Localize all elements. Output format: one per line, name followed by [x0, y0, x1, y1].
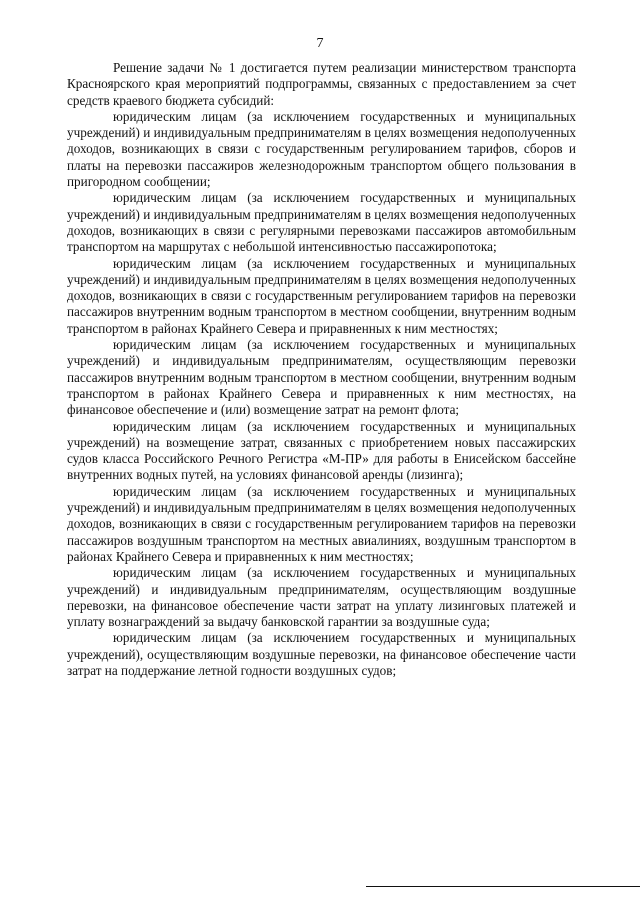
paragraph-subsidy-rail: юридическим лицам (за исключением государственных и муниципальных учреждений) и индивидуальным предпринимателям в целях возмещения недополученных доходов, возникающих в связи с государственным регулированием тарифов, сборов и платы на перевозки пассажиров железнодорожным транспортом общего пользования в пригородном сообщении; [67, 108, 576, 190]
bottom-rule [366, 886, 640, 887]
paragraph-subsidy-fleet-repair: юридическим лицам (за исключением государственных и муниципальных учреждений) и индивидуальным предпринимателям, осуществляющим перевозки пассажиров внутренним водным транспортом в местном сообщении, внутренним водным транспортом в районах Крайнего Севера и приравненных к ним местностях, на финансовое обеспечение и (или) возмещение затрат на ремонт флота; [67, 337, 576, 418]
paragraph-subsidy-airworthiness: юридическим лицам (за исключением государственных и муниципальных учреждений), осуществляющим воздушные перевозки, на финансовое обеспечение части затрат на поддержание летной годности воздушных судов; [67, 630, 576, 678]
paragraph-subsidy-water-tariffs: юридическим лицам (за исключением государственных и муниципальных учреждений) и индивидуальным предпринимателям в целях возмещения недополученных доходов, возникающих в связи с государственным регулированием тарифов на перевозки пассажиров внутренним водным транспортом в местном сообщении, внутренним водным транспортом в районах Крайнего Севера и приравненных к ним местностях; [67, 255, 576, 336]
paragraph-subsidy-air-leasing: юридическим лицам (за исключением государственных и муниципальных учреждений) и индивидуальным предпринимателям, осуществляющим воздушные перевозки, на финансовое обеспечение части затрат на уплату лизинговых платежей и уплату вознаграждений за выдачу банковской гарантии за воздушные суда; [67, 565, 576, 630]
paragraph-intro: Решение задачи № 1 достигается путем реализации министерством транспорта Красноярского края мероприятий подпрограммы, связанных с предоставлением за счет средств краевого бюджета субсидий: [67, 60, 576, 108]
paragraph-subsidy-air-tariffs: юридическим лицам (за исключением государственных и муниципальных учреждений) и индивидуальным предпринимателям в целях возмещения недополученных доходов, возникающих в связи с государственным регулированием тарифов на перевозки пассажиров воздушным транспортом на местных авиалиниях, воздушным транспортом в районах Крайнего Севера и приравненных к ним местностях; [67, 483, 576, 564]
document-body [67, 60, 576, 679]
page-number: 7 [316, 36, 324, 51]
paragraph-subsidy-vessel-leasing: юридическим лицам (за исключением государственных и муниципальных учреждений) на возмещение затрат, связанных с приобретением новых пассажирских судов класса Российского Речного Регистра «М-ПР» для работы в Енисейском бассейне внутренних водных путей, на условиях финансовой аренды (лизинга); [67, 418, 576, 483]
paragraph-subsidy-bus: юридическим лицам (за исключением государственных и муниципальных учреждений) и индивидуальным предпринимателям в целях возмещения недополученных доходов, возникающих в связи с регулярными перевозками пассажиров автомобильным транспортом на маршрутах с небольшой интенсивностью пассажиропотока; [67, 190, 576, 255]
